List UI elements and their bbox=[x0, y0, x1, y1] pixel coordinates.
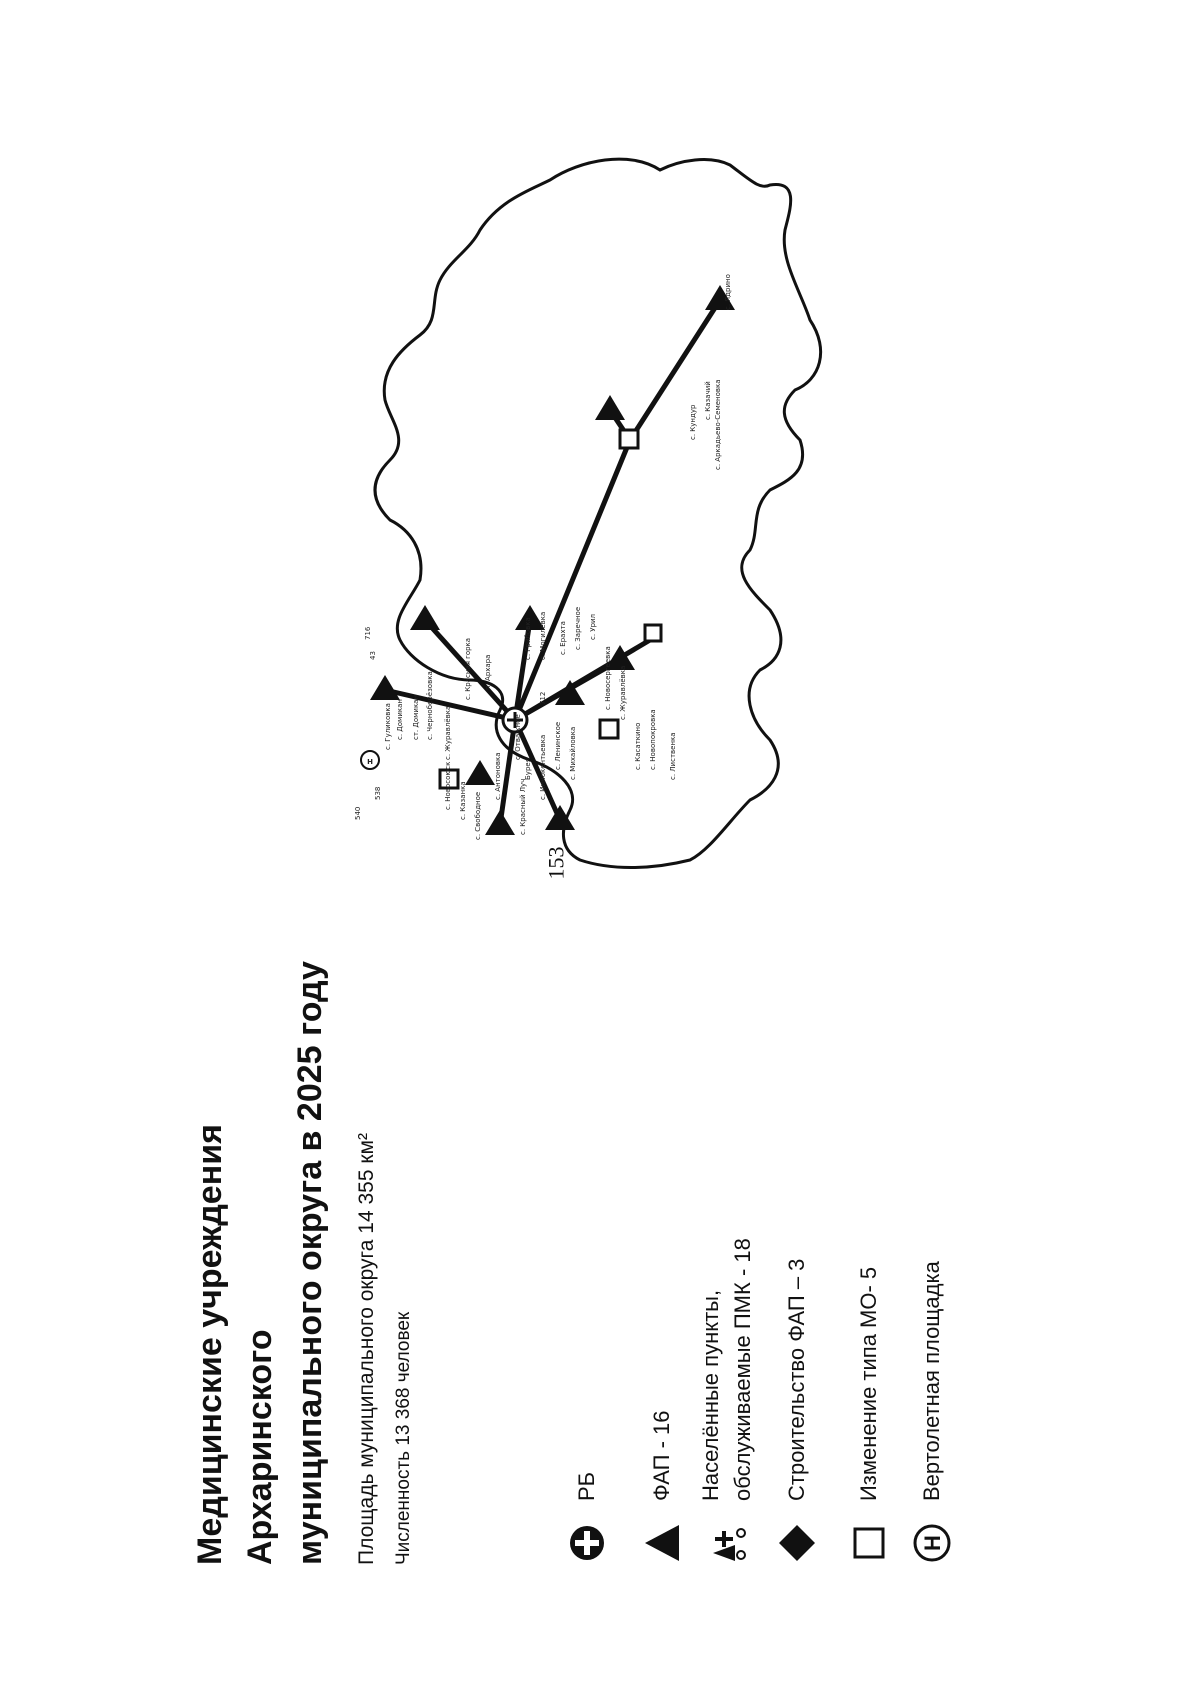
fap-marker bbox=[465, 760, 495, 785]
legend-item-pmk bbox=[695, 1238, 759, 1565]
map-label: с. Кундур bbox=[689, 404, 697, 440]
helipad-marker bbox=[361, 751, 379, 769]
mo-change-marker bbox=[620, 430, 638, 448]
square-icon bbox=[847, 1521, 891, 1565]
legend-label-fap: ФАП - 16 bbox=[649, 1410, 674, 1501]
map-label: Бурея bbox=[524, 758, 532, 780]
map-label: с. Касаткино bbox=[634, 722, 642, 770]
map-label: с. Журавлёвка bbox=[619, 665, 627, 720]
map-label: с. Красная горка bbox=[464, 637, 472, 700]
map-label: с. Грибовка bbox=[524, 617, 532, 660]
svg-text:H: H bbox=[920, 1535, 945, 1551]
triangle-icon bbox=[640, 1521, 684, 1565]
title-line-1: Медицинские учреждения Архаринского bbox=[191, 1124, 279, 1565]
legend-label-pmk: Населённые пункты, обслуживаемые ПМК - 18 bbox=[698, 1238, 755, 1501]
map-label: с. Казачий bbox=[704, 381, 712, 420]
map-label: с. Отважное bbox=[514, 714, 522, 760]
map-label: с. Свободное bbox=[474, 791, 482, 840]
map-label: ст. Домикан bbox=[412, 694, 420, 740]
district-map bbox=[330, 120, 890, 880]
map-label: с. Красный Луч bbox=[519, 778, 527, 835]
map-label: с. Новосергеевка bbox=[604, 646, 612, 710]
legend-label-construction: Строительство ФАП – 3 bbox=[784, 1258, 809, 1501]
map-label: с. Ерахта bbox=[559, 621, 567, 655]
legend-item-fap bbox=[640, 1410, 684, 1565]
map-label: с. Домикан bbox=[396, 699, 404, 740]
map-label: с. Могилевка bbox=[539, 611, 547, 660]
mo-change-marker bbox=[645, 625, 661, 641]
page-title bbox=[185, 885, 335, 1565]
map-label: с. Новопокровка bbox=[649, 709, 657, 770]
area-text: Площадь муниципального округа 14 355 км² bbox=[355, 1133, 378, 1565]
diamond-icon bbox=[775, 1521, 819, 1565]
map-label: 540 bbox=[354, 806, 362, 820]
page-number: 153 bbox=[543, 846, 569, 880]
text-panel bbox=[185, 885, 945, 1565]
mo-change-marker bbox=[600, 720, 618, 738]
legend-item-mo-change bbox=[847, 1267, 891, 1565]
map-label: 43 bbox=[369, 651, 377, 660]
map-label: с. Урил bbox=[589, 613, 597, 640]
legend-item-rb bbox=[565, 1472, 609, 1565]
legend-label-helipad: Вертолетная площадка bbox=[919, 1261, 944, 1501]
hospital-cross-icon bbox=[565, 1521, 609, 1565]
legend-item-construction bbox=[775, 1259, 819, 1565]
map-label: с. Журавлёвка bbox=[444, 705, 452, 760]
map-label: с. Михайловка bbox=[569, 726, 577, 780]
title-line-2: муниципального округа в 2025 году bbox=[291, 961, 329, 1565]
map-label: с. Новосоюск bbox=[444, 761, 452, 810]
mobile-complex-icon bbox=[705, 1521, 749, 1565]
map-label: с. Ядрино bbox=[724, 274, 732, 310]
map-label: 712 bbox=[539, 691, 547, 705]
map-label: с. Гуликовка bbox=[384, 703, 392, 750]
map-label: с. Иннокентьевка bbox=[539, 734, 547, 800]
map-label: с. Заречное bbox=[574, 606, 582, 650]
helipad-icon bbox=[910, 1521, 954, 1565]
map-label: 716 bbox=[364, 626, 372, 640]
svg-text:H: H bbox=[367, 758, 373, 766]
map-label: с. Антоновка bbox=[494, 752, 502, 800]
map-label: с. Лиственка bbox=[669, 732, 677, 780]
map-label: п. Архара bbox=[484, 654, 492, 690]
map-label: с. Ленинское bbox=[554, 721, 562, 770]
legend-item-helipad bbox=[910, 1261, 954, 1565]
fap-marker bbox=[485, 810, 515, 835]
map-label: с. Казанка bbox=[459, 781, 467, 820]
map-label: с. Черноберёзовка bbox=[426, 671, 434, 740]
map-label: 538 bbox=[374, 786, 382, 800]
fap-marker bbox=[370, 675, 400, 700]
population-text: Численность 13 368 человек bbox=[393, 1311, 414, 1565]
legend-label-rb: РБ bbox=[574, 1471, 599, 1501]
map-label: с. Аркадьево-Семеновка bbox=[714, 379, 722, 470]
legend-label-mo-change: Изменение типа МО- 5 bbox=[856, 1266, 881, 1501]
